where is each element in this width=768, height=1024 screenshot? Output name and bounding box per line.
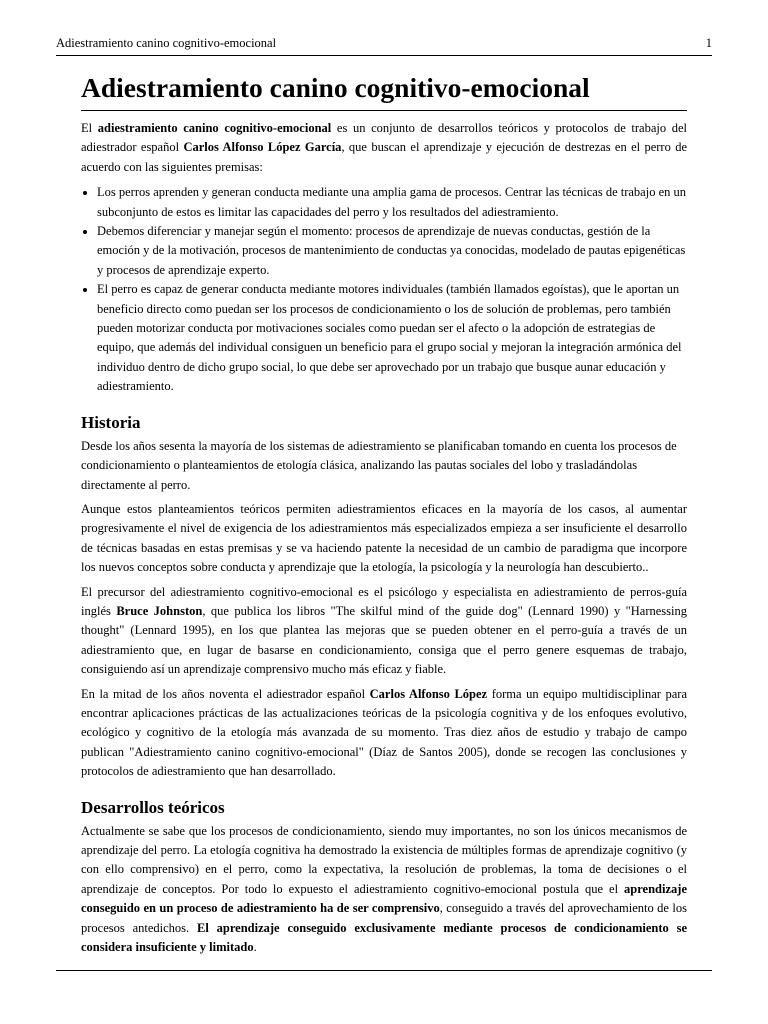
intro-text: , que buscan el aprendizaje y ejecución de destrezas en el perro de acuerdo con las siguientes premisas: — [81, 140, 687, 174]
person-name-bold: Carlos Alfonso López — [369, 686, 488, 701]
paragraph-text: El precursor del adiestramiento cognitivo-emocional es el psicólogo y especialista en adiestramiento de perros-guía inglés — [81, 584, 687, 618]
paragraph-text: forma un equipo multidisciplinar para encontrar aplicaciones prácticas de las actualizaciones teóricas de la psicología cognitiva y de los enfoques evolutivo, ecológico y cognitivo de la etología más avanzada de su momento. Tras diez años de estudio y trabajo de campo publican "Adiestramiento canino cognitivo-emocional" (Díaz de Santos 2005), donde se recogen las conclusiones y protocolos de adiestramiento que han desarrollado. — [81, 686, 687, 779]
section-heading-historia: Historia — [81, 412, 141, 432]
list-item: • El perro es capaz de generar conducta mediante motores individuales (también llamados egoístas), que le aportan un beneficio directo como puedan ser los procesos de condicionamiento o los de solución de problemas, pero también pueden motorizar conducta por motivaciones sociales como puedan ser el afecto o la adopción de estrategias de equipo, que además del individual consiguen un beneficio para el grupo social y mejoran la integración armónica del individuo dentro de dicho grupo social, lo que debe ser aprovechado por un trabajo que busque aunar educación y adiestramiento. — [97, 280, 687, 396]
historia-paragraph-1: Desde los años sesenta la mayoría de los sistemas de adiestramiento se planificaban tomando en cuenta los procesos de condicionamiento o planteamientos de etología clásica, analizando las pautas sociales del lobo y trasladándolas directamente al perro. — [81, 438, 677, 492]
running-header — [56, 36, 712, 51]
desarrollos-paragraph — [81, 822, 687, 958]
header-rule — [56, 55, 712, 56]
list-item: • Los perros aprenden y generan conducta mediante una amplia gama de procesos. Centrar las técnicas de trabajo en un subconjunto de estos es limitar las capacidades del perro y los resultados del adiestramiento. — [97, 183, 687, 222]
intro-paragraph — [81, 119, 687, 177]
page-title: Adiestramiento canino cognitivo-emocional — [81, 70, 687, 111]
section-heading-desarrollos: Desarrollos teóricos — [81, 797, 225, 817]
intro-term-bold: adiestramiento canino cognitivo-emocional — [97, 121, 332, 135]
paragraph-text: Actualmente se sabe que los procesos de condicionamiento, siendo muy importantes, no son los únicos mecanismos de aprendizaje del perro. La etología cognitiva ha demostrado la existencia de múltiples formas de aprendizaje cognitivo (y con ello comprensivo) en el perro, como la expectativa, la resolución de problemas, la toma de decisiones o el aprendizaje de conceptos. Por todo lo expuesto el adiestramiento cognitivo-emocional postula que el — [81, 823, 687, 896]
intro-text: es un conjunto de desarrollos teóricos y protocolos de trabajo del adiestrador español — [81, 121, 688, 155]
paragraph-text: , que publica los libros "The skilful mind of the guide dog" (Lennard 1990) y "Harnessing thought" (Lennard 1995), en los que plantea las mejoras que se pueden obtener en el perro-guía a través de un adiestramiento que, en lugar de basarse en condicionamiento, consiga que el perro genere esquemas de trabajo, consiguiendo así un aprendizaje comprensivo mucho más eficaz y fiable. — [81, 603, 688, 677]
emphasis-bold: El aprendizaje conseguido exclusivamente mediante procesos de condicionamiento se considera insuficiente y limitado — [81, 920, 687, 955]
article-body — [81, 70, 687, 957]
page-number: 1 — [705, 36, 712, 50]
intro-text: El — [81, 121, 98, 135]
running-title: Adiestramiento canino cognitivo-emocional — [56, 36, 277, 50]
person-name-bold: Bruce Johnston — [116, 603, 203, 618]
premises-list — [81, 183, 687, 396]
historia-paragraph-3 — [81, 583, 687, 680]
paragraph-text: En la mitad de los años noventa el adiestrador español — [81, 686, 370, 701]
list-item: • Debemos diferenciar y manejar según el momento: procesos de aprendizaje de nuevas conductas, gestión de la emoción y de la motivación, procesos de mantenimiento de conductas ya conocidas, modelado de pautas epigenéticas y procesos de aprendizaje experto. — [97, 222, 687, 280]
intro-author-bold: Carlos Alfonso López García — [183, 140, 342, 155]
footer-rule — [56, 970, 712, 971]
emphasis-bold: aprendizaje conseguido en un proceso de adiestramiento ha de ser comprensivo — [81, 881, 687, 916]
paragraph-text: , conseguido a través del aprovechamiento de los procesos antedichos. — [81, 901, 687, 935]
historia-paragraph-2: Aunque estos planteamientos teóricos permiten adiestramientos eficaces en la mayoría de los casos, al aumentar progresivamente el nivel de exigencia de los adiestramientos más especializados empieza a ser insuficiente el desarrollo de técnicas basadas en estas premisas y se va haciendo patente la necesidad de un cambio de paradigma que incorpore los nuevos conceptos sobre conducta y aprendizaje que la etología, la psicología y la neurología han descubierto.. — [81, 501, 687, 575]
historia-paragraph-4 — [81, 685, 687, 782]
paragraph-text: . — [253, 940, 257, 955]
